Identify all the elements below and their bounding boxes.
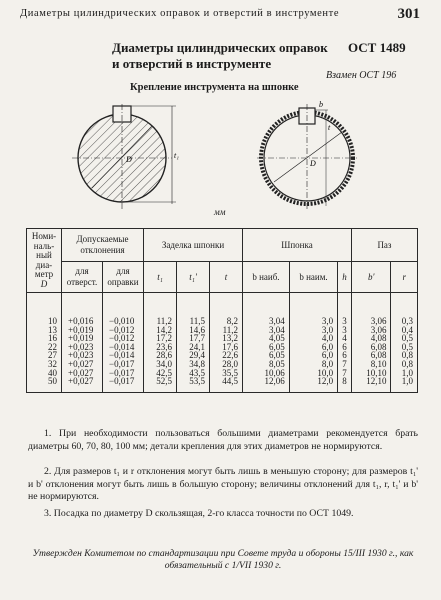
table-cell: 34,0 — [156, 358, 173, 369]
table-body-row — [27, 293, 418, 393]
table-cell: −0,014 — [109, 350, 135, 361]
table-cell: −0,017 — [109, 358, 135, 369]
dim-t-label: t — [328, 123, 331, 132]
table-cell: 17,7 — [189, 333, 206, 344]
table-cell: 6,05 — [269, 350, 285, 361]
header-key-fit: Заделка шпонки — [144, 229, 243, 262]
table-cell: 8 — [342, 376, 347, 387]
table-cell: 0,4 — [401, 324, 413, 335]
hole-section-drawing — [257, 100, 357, 210]
table-cell: 44,5 — [222, 376, 239, 387]
table-cell: 3 — [342, 316, 347, 326]
table-cell: 12,10 — [366, 376, 387, 387]
table-cell: 11,2 — [222, 324, 239, 335]
note-1: 1. При необходимости пользоваться большими диаметрами рекомендуется брать диаметры 60, 70, 80, 100 мм; детали крепления для этих диаметров не нормируются. — [28, 428, 418, 452]
table-cell: 13 — [48, 324, 57, 335]
table-cell: 10,06 — [264, 367, 285, 378]
table-cell: 42,5 — [156, 367, 173, 378]
standard-number: ОСТ 1489 — [348, 40, 406, 55]
header-nominal-line: ный — [36, 250, 52, 260]
table-cell: −0,014 — [109, 341, 135, 352]
header-nominal-line: Номи- — [31, 231, 57, 241]
table-cell: 29,4 — [189, 350, 206, 361]
title-line-1: Диаметры цилиндрических оправок — [112, 40, 328, 55]
document-title — [112, 40, 328, 72]
table-cell: 0,5 — [401, 333, 413, 344]
header-h: h — [338, 262, 352, 293]
header-nominal-line: диа- — [35, 259, 53, 270]
header-for-mandrel: для оправки — [103, 262, 144, 293]
table-cell: +0,023 — [68, 341, 94, 352]
dim-b-label: b — [319, 100, 323, 109]
table-cell: 27 — [48, 350, 57, 361]
table-cell: +0,027 — [68, 376, 94, 387]
table-cell: 14,2 — [156, 324, 173, 335]
mandrel-section-drawing — [72, 104, 179, 210]
table-cell: −0,017 — [109, 376, 135, 387]
table-cell: 8,10 — [370, 358, 387, 369]
column-r — [391, 293, 418, 393]
page-number: 301 — [397, 6, 420, 22]
table-cell: −0,010 — [109, 316, 135, 326]
table-cell: 24,1 — [189, 341, 206, 352]
column-t1 — [144, 293, 177, 393]
table-cell: 4,08 — [370, 333, 387, 344]
table-cell: +0,019 — [68, 324, 94, 335]
table-cell: 12,06 — [264, 376, 285, 387]
dim-d-label-left: D — [126, 155, 132, 164]
table-cell: 0,3 — [401, 316, 413, 326]
header-t1: t₁ — [144, 262, 177, 293]
column-hole-tolerance — [62, 293, 103, 393]
header-slot: Паз — [351, 229, 417, 262]
table-cell: 7 — [342, 358, 347, 369]
table-cell: 3,06 — [370, 316, 387, 326]
table-cell: 6,0 — [321, 350, 334, 361]
table-cell: +0,016 — [68, 316, 94, 326]
table-cell: 0,5 — [401, 341, 413, 352]
column-t1-prime — [177, 293, 210, 393]
column-mandrel-tolerance — [103, 293, 144, 393]
table-cell: 43,5 — [189, 367, 206, 378]
table-cell: 0,8 — [401, 358, 413, 369]
table-cell: 4 — [342, 333, 347, 344]
note-3: 3. Посадка по диаметру D скользящая, 2-го класса точности по ОСТ 1049. — [44, 508, 354, 519]
header-key: Шпонка — [243, 229, 352, 262]
table-cell: +0,027 — [68, 358, 94, 369]
title-line-2: и отверстий в инструменте — [112, 56, 272, 71]
running-head — [20, 6, 420, 22]
table-cell: 10 — [48, 316, 57, 326]
table-cell: 17,2 — [156, 333, 173, 344]
header-b-max: b наиб. — [243, 262, 290, 293]
table-cell: 1,0 — [401, 367, 413, 378]
replaces-standard: Взамен ОСТ 196 — [326, 70, 397, 81]
dim-d-label-right: D — [310, 159, 316, 168]
table-cell: 3,06 — [370, 324, 387, 335]
header-nominal-line: наль- — [33, 240, 55, 251]
table-cell: 8,0 — [321, 358, 334, 369]
column-t — [210, 293, 243, 393]
header-t: t — [210, 262, 243, 293]
table-cell: 28,0 — [222, 358, 239, 369]
dimensions-table — [26, 228, 418, 393]
dim-t1-label: t₁ — [174, 151, 180, 160]
table-cell: 3 — [342, 324, 347, 335]
table-cell: −0,017 — [109, 367, 135, 378]
table-cell: 11,2 — [156, 316, 173, 326]
table-cell: 22 — [48, 341, 57, 352]
table-cell: +0,023 — [68, 350, 94, 361]
header-b-min: b наим. — [289, 262, 337, 293]
table-cell: 32 — [48, 358, 57, 369]
table-cell: 34,8 — [189, 358, 206, 369]
unit-label: мм — [214, 207, 226, 217]
table-cell: 52,5 — [156, 376, 173, 387]
table-cell: 6,08 — [370, 341, 387, 352]
column-b-prime — [351, 293, 391, 393]
table-cell: 6 — [342, 341, 347, 352]
table-cell: 12,0 — [317, 376, 334, 387]
table-cell: 40 — [48, 367, 57, 378]
table-cell: 3,0 — [321, 316, 334, 326]
table-cell: 14,6 — [189, 324, 206, 335]
note-2: 2. Для размеров t₁ и r отклонения могут быть лишь в меньшую сторону; для размеров t₁' и b' отклонения могут быть лишь в большую сторону; величины отклонений для t₁, r, t₁' и b' не нормируются. — [28, 466, 418, 502]
approval-statement: Утвержден Комитетом по стандартизации при Совете труда и обороны 15/III 1930 г., как обязательный с 1/VII 1930 г. — [32, 548, 414, 571]
table-cell: 4,05 — [269, 333, 285, 344]
table-cell: 11,5 — [189, 316, 206, 326]
header-nominal-diameter — [27, 229, 62, 293]
table-cell: 0,8 — [401, 350, 413, 361]
table-cell: 7 — [342, 367, 347, 378]
table-cell: 8,05 — [269, 358, 285, 369]
table-cell: 22,6 — [222, 350, 239, 361]
header-for-hole: для отверст. — [62, 262, 103, 293]
header-t1-prime: t₁' — [177, 262, 210, 293]
table-cell: 4,0 — [321, 333, 334, 344]
table-cell: 3,04 — [269, 316, 285, 326]
section-subtitle: Крепление инструмента на шпонке — [130, 82, 299, 93]
table-cell: +0,019 — [68, 333, 94, 344]
table-cell: 6 — [342, 350, 347, 361]
header-b-prime: b' — [351, 262, 391, 293]
header-nominal-line: метр — [34, 269, 54, 279]
column-b-max — [243, 293, 290, 393]
header-tolerances: Допускаемые отклонения — [62, 229, 144, 262]
column-d — [27, 293, 62, 393]
table-cell: 6,0 — [321, 341, 334, 352]
running-head-title: Диаметры цилиндрических оправок и отверстий в инструменте — [20, 8, 340, 19]
table-cell: 8,2 — [226, 316, 239, 326]
column-b-min — [289, 293, 337, 393]
column-h — [338, 293, 352, 393]
table-cell: −0,012 — [109, 333, 135, 344]
header-r: r — [391, 262, 418, 293]
table-cell: 1,0 — [401, 376, 413, 387]
table-cell: +0,027 — [68, 367, 94, 378]
table-cell: 28,6 — [156, 350, 173, 361]
table-cell: 10,0 — [317, 367, 334, 378]
table-cell: 16 — [48, 333, 57, 344]
table-cell: 6,05 — [269, 341, 285, 352]
table-cell: 10,10 — [366, 367, 387, 378]
table-cell: 50 — [48, 376, 57, 387]
table-cell: 17,6 — [222, 341, 239, 352]
table-cell: 3,04 — [269, 324, 285, 335]
table-cell: 3,0 — [321, 324, 334, 335]
table-cell: 53,5 — [189, 376, 206, 387]
table-cell: 6,08 — [370, 350, 387, 361]
table-cell: 35,5 — [222, 367, 239, 378]
table-cell: −0,012 — [109, 324, 135, 335]
header-nominal-symbol: D — [40, 278, 48, 289]
table-cell: 23,6 — [156, 341, 173, 352]
technical-drawings — [22, 96, 422, 216]
table-cell: 13,2 — [222, 333, 239, 344]
